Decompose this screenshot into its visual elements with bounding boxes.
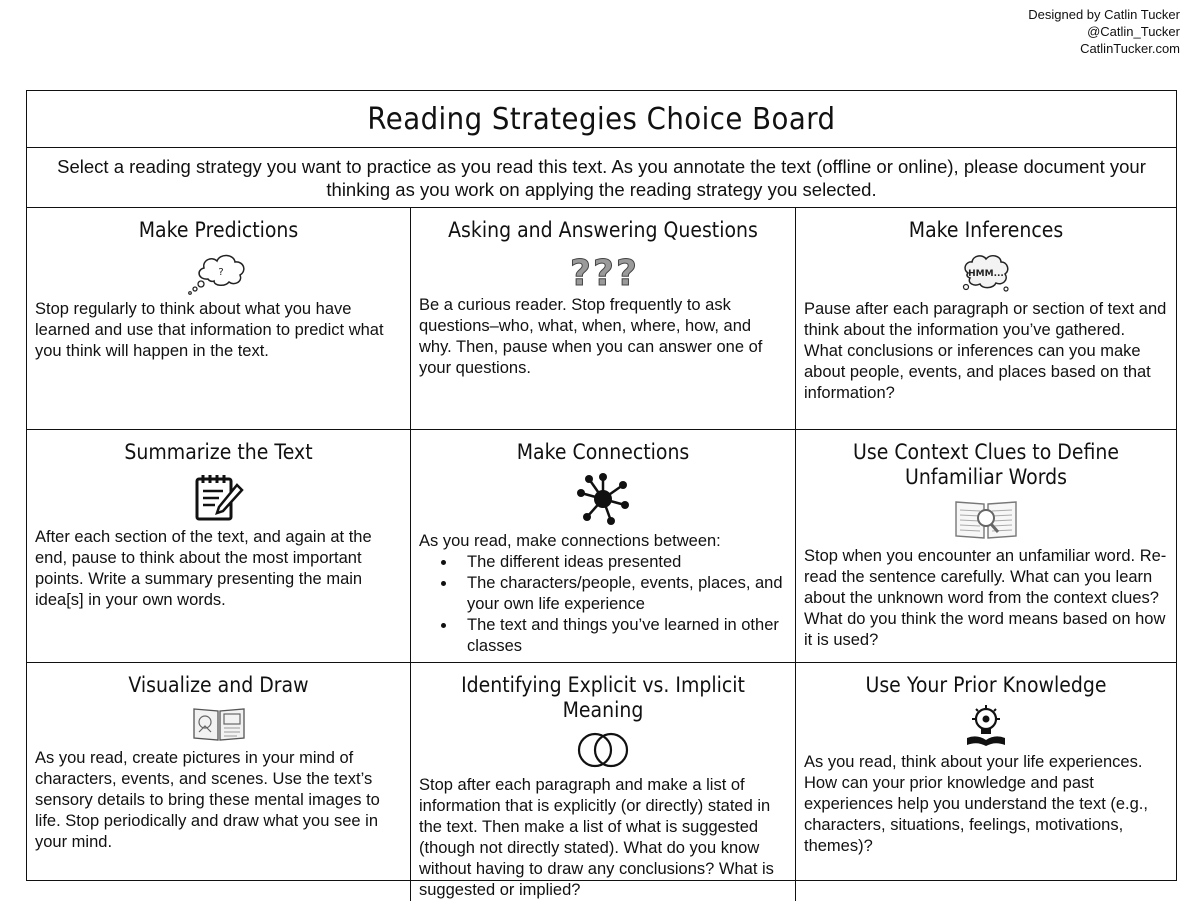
cell-description: Stop after each paragraph and make a list of information that is explicitly (or directly) stated in the text. Then make a list of what is suggested (though not directly stated). What do you know without having to draw any conclusions? What is suggested or implied?	[419, 776, 774, 899]
cell-title: Identifying Explicit vs. Implicit Meaning	[461, 673, 745, 722]
board-instructions: Select a reading strategy you want to practice as you read this text. As you annotate the text (offline or online), please document your thinking as you work on applying the reading strategy you selected.	[57, 155, 1146, 200]
cell-title: Make Predictions	[138, 218, 299, 242]
cell-prior-knowledge	[796, 663, 1176, 901]
svg-text:?: ?	[570, 253, 591, 294]
cell-title: Make Inferences	[908, 218, 1064, 242]
cell-title: Use Context Clues to Define Unfamiliar Words	[853, 440, 1119, 489]
venn-diagram-icon	[419, 729, 787, 771]
book-lightbulb-icon	[804, 704, 1168, 748]
question-marks-icon	[419, 249, 787, 294]
cell-title: Make Connections	[516, 440, 690, 464]
cell-title: Summarize the Text	[124, 440, 313, 464]
svg-text:?: ?	[217, 267, 224, 278]
cell-make-predictions	[27, 208, 411, 430]
cell-title: Visualize and Draw	[128, 673, 309, 697]
connections-list	[419, 552, 787, 657]
instructions-row	[27, 148, 1176, 208]
cell-title: Use Your Prior Knowledge	[865, 673, 1107, 697]
notepad-pencil-icon	[35, 471, 402, 523]
board-title: Reading Strategies Choice Board	[367, 101, 836, 137]
cell-description: As you read, create pictures in your mind of characters, events, and scenes. Use the text’s sensory details to bring these mental images to life. Stop periodically and draw what you see in your mind.	[35, 749, 380, 851]
cell-summarize-text	[27, 430, 411, 663]
cell-make-inferences	[796, 208, 1176, 430]
hmm-bubble-icon	[804, 249, 1168, 295]
designer-credit	[1028, 6, 1180, 57]
list-item: • The different ideas presented	[457, 552, 787, 573]
cell-description: As you read, make connections between:	[419, 532, 721, 550]
cell-description: Stop regularly to think about what you have learned and use that information to predict what you think will happen in the text.	[35, 300, 384, 360]
cell-context-clues	[796, 430, 1176, 663]
cell-description: After each section of the text, and again at the end, pause to think about the most important points. Write a summary presenting the main idea[s] in your own words.	[35, 528, 372, 609]
list-item: • The characters/people, events, places, and your own life experience	[457, 573, 787, 615]
svg-text:?: ?	[616, 253, 637, 294]
cell-title: Asking and Answering Questions	[448, 218, 758, 242]
book-magnifier-icon	[804, 496, 1168, 542]
list-item: • The text and things you’ve learned in other classes	[457, 615, 787, 657]
cell-visualize-draw	[27, 663, 411, 901]
cell-description: Be a curious reader. Stop frequently to ask questions–who, what, when, where, how, and why. Then, pause when you can answer one of your questions.	[419, 296, 763, 377]
cell-description: Pause after each paragraph or section of text and think about the information you’ve gathered. What conclusions or inferences can you make about people, events, and places based on that information?	[804, 300, 1167, 402]
cell-make-connections	[411, 430, 796, 663]
strategy-grid	[27, 208, 1176, 899]
credit-name: Designed by Catlin Tucker	[1028, 7, 1180, 22]
cell-description: As you read, think about your life experiences. How can your prior knowledge and past experiences help you understand the text (e.g., characters, situations, feelings, motivations, themes)?	[804, 753, 1148, 855]
choice-board	[26, 90, 1177, 899]
cell-asking-questions	[411, 208, 796, 430]
cell-description: Stop when you encounter an unfamiliar word. Re-read the sentence carefully. What can you learn about the unknown word from the context clues? What do you think the word means based on how it is used?	[804, 547, 1167, 649]
credit-website: CatlinTucker.com	[1080, 41, 1180, 56]
credit-handle: @Catlin_Tucker	[1087, 24, 1180, 39]
cell-explicit-implicit	[411, 663, 796, 901]
hmm-text: HMM...	[968, 269, 1004, 279]
title-row	[27, 91, 1176, 148]
svg-text:?: ?	[593, 253, 614, 294]
thought-bubble-icon	[35, 249, 402, 295]
network-icon	[419, 471, 787, 527]
illustrated-book-icon	[35, 704, 402, 744]
